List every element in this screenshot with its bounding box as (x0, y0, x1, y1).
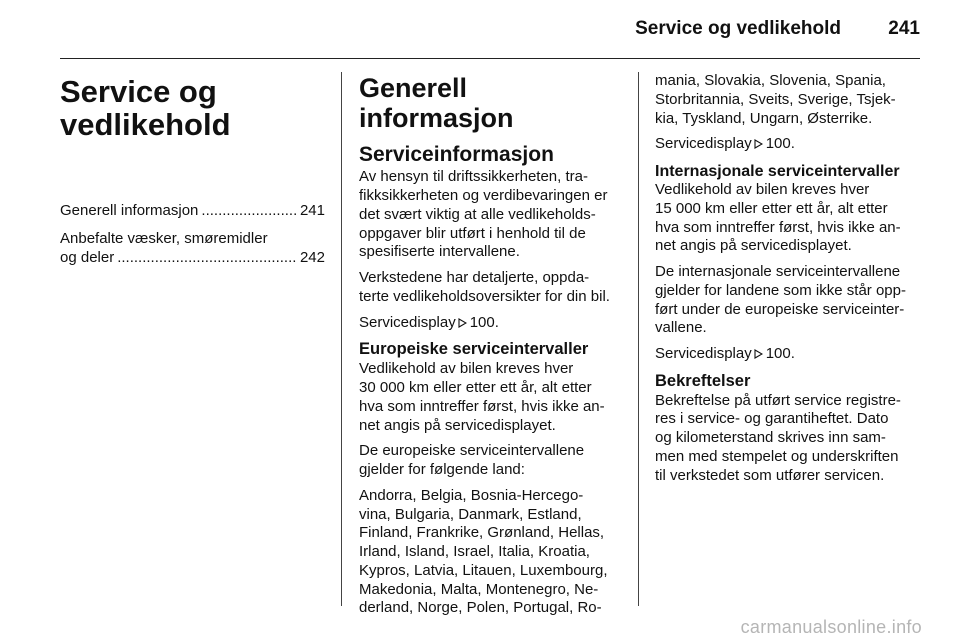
toc-entry-general-info[interactable] (60, 201, 325, 220)
serviceinfo-paragraph-2: Verkstedene har detaljerte, oppda- terte vedlikeholdsoversikter for din bil. (359, 269, 610, 305)
european-country-list: Andorra, Belgia, Bosnia-Hercego- vina, Bulgaria, Danmark, Estland, Finland, Frankrike, Grønland, Hellas, Irland, Island, Israel, Italia, Kroatia, Kypros, Latvia, Litauen, Luxembourg, Makedonia, Malta, Montenegro, Ne- derland, Norge, Polen, Portugal, Ro- (359, 486, 608, 617)
column-divider-1 (341, 72, 342, 606)
running-head (635, 18, 920, 40)
toc-entry-fluids[interactable] (60, 229, 325, 267)
watermark: carmanualsonline.info (740, 617, 922, 637)
running-head-title: Service og vedlikehold (635, 18, 842, 39)
text-column-2 (359, 66, 621, 625)
international-paragraph-1: Vedlikehold av bilen kreves hver 15 000 km eller etter ett år, alt etter hva som inntreffer først, hvis ikke an- net angis på servicedisplayet. (655, 181, 901, 255)
toc-entry-page: 242 (299, 249, 325, 267)
section-heading: Generell informasjon (359, 73, 514, 133)
toc-entry-page: 241 (299, 202, 325, 220)
chapter-column (60, 66, 325, 276)
confirmations-paragraph: Bekreftelse på utført service registre- res i service- og garantiheftet. Dato og kilometerstand skrives inn sam- men med stempelet og underskriften til verkstedet som utfører servicen. (655, 391, 901, 484)
text-column-3 (655, 72, 921, 492)
chapter-title-line2: vedlikehold (60, 106, 231, 142)
european-heading: Europeiske serviceintervaller (359, 340, 589, 359)
european-paragraph-1: Vedlikehold av bilen kreves hver 30 000 km eller etter ett år, alt etter hva som inntreffer først, hvis ikke an- net angis på servicedisplayet. (359, 360, 605, 434)
toc-entry-title-line1: Anbefalte væsker, smøremidler (60, 230, 268, 248)
table-of-contents (60, 201, 325, 267)
header-rule (60, 58, 920, 59)
cross-reference-triangle-icon (458, 318, 467, 328)
toc-leader-dots (117, 248, 297, 267)
international-reference[interactable]: Servicedisplay 100. (655, 345, 795, 363)
chapter-title-line1: Service og (60, 74, 217, 109)
page-number: 241 (888, 18, 920, 39)
confirmations-heading: Bekreftelser (655, 371, 751, 390)
european-paragraph-2: De europeiske serviceintervallene gjelder for følgende land: (359, 442, 585, 479)
cross-reference-triangle-icon (754, 349, 763, 359)
serviceinfo-paragraph-1: Av hensyn til driftssikkerheten, tra- fikksikkerheten og verdibevaringen er det svært viktig at alle vedlikeholds- oppgaver blir utført i henhold til de spesifiserte intervallene. (359, 168, 608, 261)
international-paragraph-2: De internasjonale serviceintervallene gjelder for landene som ikke står opp- ført under de europeiske serviceinter- vallene. (655, 263, 906, 337)
column-divider-2 (638, 72, 639, 606)
toc-entry-title-line2: og deler (60, 249, 115, 267)
serviceinfo-reference[interactable]: Servicedisplay 100. (359, 313, 499, 331)
european-reference[interactable]: Servicedisplay 100. (655, 135, 795, 153)
cross-reference-triangle-icon (754, 139, 763, 149)
toc-entry-title: Generell informasjon (60, 202, 199, 220)
european-country-list-continued: mania, Slovakia, Slovenia, Spania, Storbritannia, Sveits, Sverige, Tsjek- kia, Tyskland, Ungarn, Østerrike. (655, 72, 896, 127)
chapter-title (60, 76, 280, 141)
serviceinfo-heading: Serviceinformasjon (359, 143, 554, 167)
international-heading: Internasjonale serviceintervaller (655, 163, 900, 180)
toc-leader-dots (201, 201, 297, 220)
